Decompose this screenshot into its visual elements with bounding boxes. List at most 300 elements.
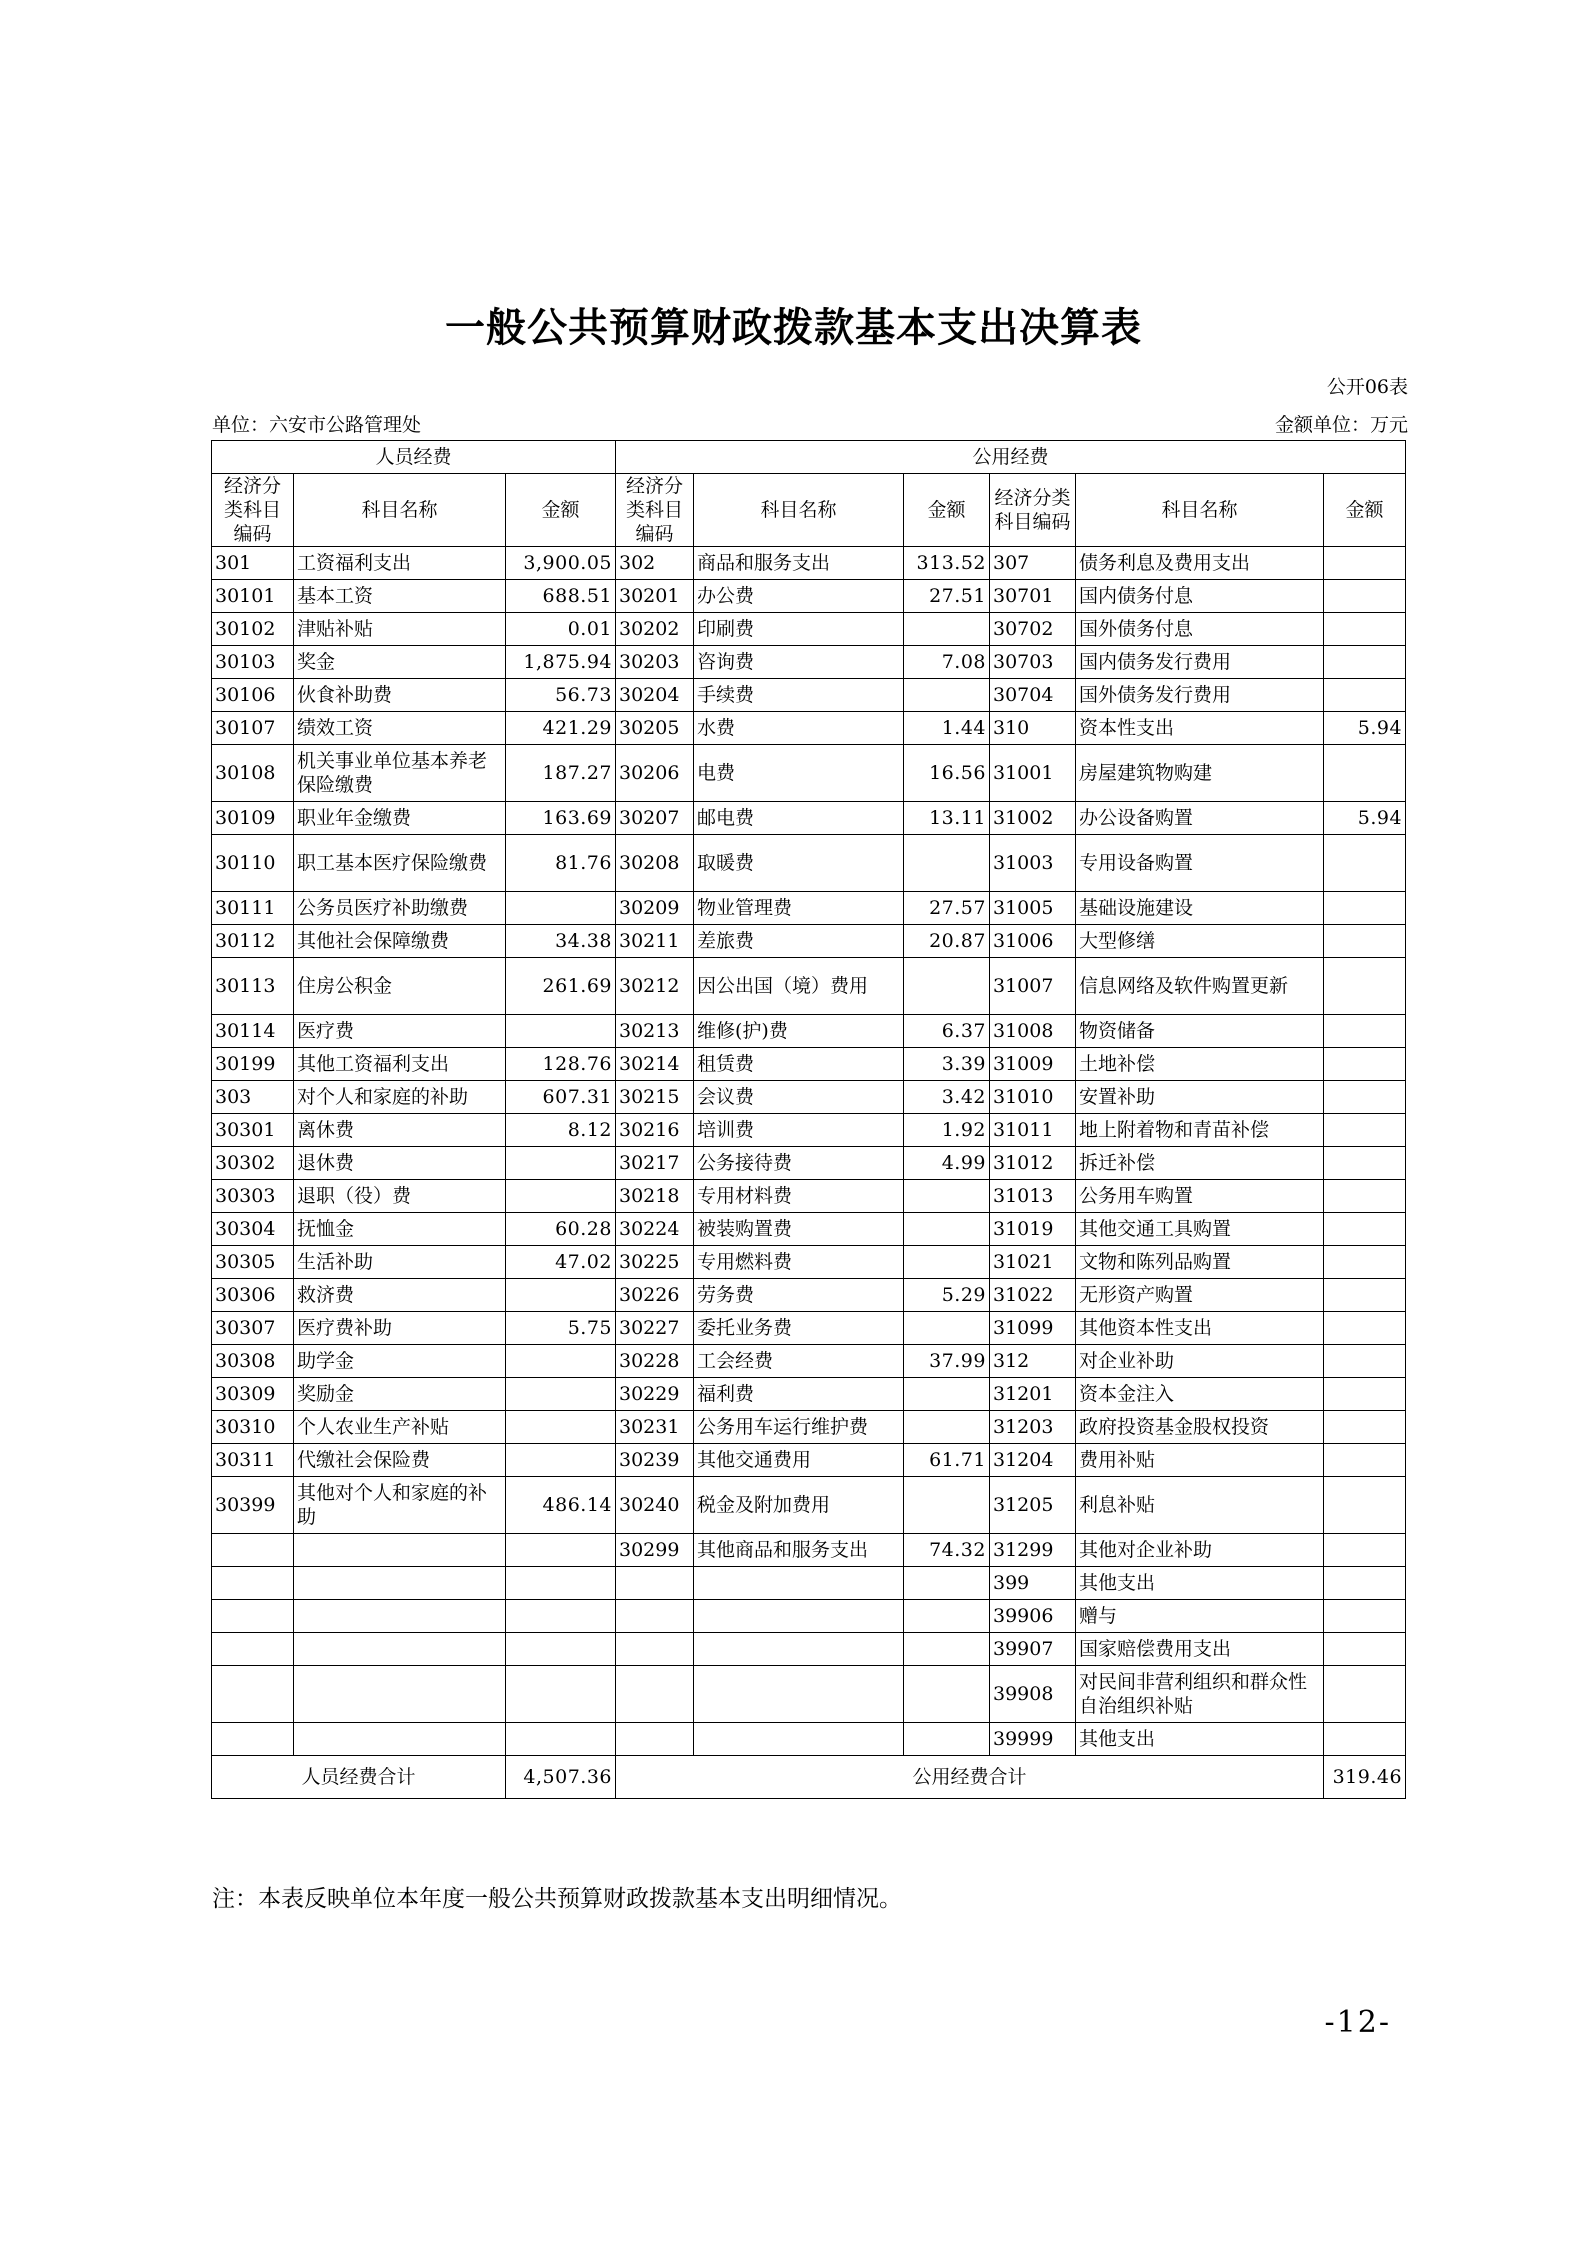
cell-amount: 47.02	[506, 1246, 616, 1279]
table-row	[212, 802, 1406, 835]
cell-name: 政府投资基金股权投资	[1076, 1411, 1324, 1444]
cell-name: 国内债务发行费用	[1076, 646, 1324, 679]
cell-code: 30302	[212, 1147, 294, 1180]
cell-amount	[1324, 1015, 1406, 1048]
cell-code: 30399	[212, 1477, 294, 1534]
cell-amount	[1324, 1633, 1406, 1666]
cell-amount: 61.71	[904, 1444, 990, 1477]
cell-code: 30109	[212, 802, 294, 835]
cell-amount	[904, 1246, 990, 1279]
cell-amount	[1324, 1180, 1406, 1213]
cell-code	[212, 1723, 294, 1756]
cell-code: 399	[990, 1567, 1076, 1600]
cell-name: 离休费	[294, 1114, 506, 1147]
cell-code: 30209	[616, 892, 694, 925]
cell-name: 职工基本医疗保险缴费	[294, 835, 506, 892]
cell-code: 30108	[212, 745, 294, 802]
cell-name: 公务接待费	[694, 1147, 904, 1180]
cell-code: 30214	[616, 1048, 694, 1081]
cell-name: 医疗费	[294, 1015, 506, 1048]
cell-name: 其他资本性支出	[1076, 1312, 1324, 1345]
personnel-total-label: 人员经费合计	[212, 1756, 506, 1799]
cell-code: 30305	[212, 1246, 294, 1279]
cell-amount	[506, 1279, 616, 1312]
table-row	[212, 1180, 1406, 1213]
cell-code: 30308	[212, 1345, 294, 1378]
cell-code: 30204	[616, 679, 694, 712]
cell-code: 30199	[212, 1048, 294, 1081]
table-row	[212, 1015, 1406, 1048]
cell-code: 31003	[990, 835, 1076, 892]
table-row	[212, 835, 1406, 892]
header-amount: 金额	[904, 474, 990, 547]
cell-amount: 6.37	[904, 1015, 990, 1048]
header-code: 经济分类科目编码	[990, 474, 1076, 547]
cell-amount	[1324, 679, 1406, 712]
cell-amount	[904, 1600, 990, 1633]
cell-code: 30310	[212, 1411, 294, 1444]
cell-name: 国外债务付息	[1076, 613, 1324, 646]
cell-amount: 3,900.05	[506, 547, 616, 580]
cell-name: 国家赔偿费用支出	[1076, 1633, 1324, 1666]
cell-name: 资本性支出	[1076, 712, 1324, 745]
cell-amount	[1324, 1147, 1406, 1180]
cell-code: 30211	[616, 925, 694, 958]
cell-amount: 5.75	[506, 1312, 616, 1345]
cell-name: 专用设备购置	[1076, 835, 1324, 892]
header-amount: 金额	[506, 474, 616, 547]
totals-row	[212, 1756, 1406, 1799]
cell-code: 30201	[616, 580, 694, 613]
cell-amount: 34.38	[506, 925, 616, 958]
cell-name: 物业管理费	[694, 892, 904, 925]
table-row	[212, 646, 1406, 679]
cell-code: 30203	[616, 646, 694, 679]
header-name: 科目名称	[1076, 474, 1324, 547]
cell-code: 30240	[616, 1477, 694, 1534]
cell-code: 31009	[990, 1048, 1076, 1081]
cell-name: 公务用车运行维护费	[694, 1411, 904, 1444]
cell-amount: 8.12	[506, 1114, 616, 1147]
cell-code: 312	[990, 1345, 1076, 1378]
cell-amount	[1324, 925, 1406, 958]
table-row	[212, 925, 1406, 958]
cell-amount	[506, 1567, 616, 1600]
cell-amount	[1324, 1411, 1406, 1444]
cell-name: 取暖费	[694, 835, 904, 892]
cell-name: 水费	[694, 712, 904, 745]
table-row	[212, 1534, 1406, 1567]
cell-name: 其他支出	[1076, 1723, 1324, 1756]
cell-name: 其他对个人和家庭的补助	[294, 1477, 506, 1534]
cell-name: 办公费	[694, 580, 904, 613]
cell-code: 30701	[990, 580, 1076, 613]
cell-name: 因公出国（境）费用	[694, 958, 904, 1015]
table-row	[212, 679, 1406, 712]
cell-amount: 0.01	[506, 613, 616, 646]
unit-label: 单位：六安市公路管理处	[212, 414, 422, 436]
header-name: 科目名称	[694, 474, 904, 547]
cell-name: 其他工资福利支出	[294, 1048, 506, 1081]
cell-code	[212, 1534, 294, 1567]
cell-code: 30112	[212, 925, 294, 958]
cell-amount	[1324, 613, 1406, 646]
cell-code: 30206	[616, 745, 694, 802]
cell-name	[694, 1666, 904, 1723]
cell-code: 30111	[212, 892, 294, 925]
table-note: 注：本表反映单位本年度一般公共预算财政拨款基本支出明细情况。	[212, 1886, 902, 1912]
cell-amount	[904, 1411, 990, 1444]
cell-code: 31006	[990, 925, 1076, 958]
table-row	[212, 580, 1406, 613]
cell-code: 301	[212, 547, 294, 580]
cell-amount	[904, 1312, 990, 1345]
cell-code: 307	[990, 547, 1076, 580]
cell-name: 地上附着物和青苗补偿	[1076, 1114, 1324, 1147]
cell-amount	[904, 1567, 990, 1600]
cell-amount: 688.51	[506, 580, 616, 613]
cell-code: 31005	[990, 892, 1076, 925]
cell-code: 30301	[212, 1114, 294, 1147]
cell-amount: 163.69	[506, 802, 616, 835]
cell-name: 大型修缮	[1076, 925, 1324, 958]
cell-amount	[1324, 835, 1406, 892]
cell-code: 30703	[990, 646, 1076, 679]
cell-name: 会议费	[694, 1081, 904, 1114]
table-row	[212, 958, 1406, 1015]
header-row-group	[212, 441, 1406, 474]
cell-code: 30101	[212, 580, 294, 613]
cell-name: 印刷费	[694, 613, 904, 646]
cell-amount: 27.57	[904, 892, 990, 925]
cell-code: 30102	[212, 613, 294, 646]
cell-name: 对个人和家庭的补助	[294, 1081, 506, 1114]
cell-name: 生活补助	[294, 1246, 506, 1279]
cell-name: 商品和服务支出	[694, 547, 904, 580]
cell-code: 30107	[212, 712, 294, 745]
cell-amount	[1324, 1600, 1406, 1633]
cell-code: 30202	[616, 613, 694, 646]
header-code: 经济分类科目编码	[616, 474, 694, 547]
cell-name	[294, 1567, 506, 1600]
cell-amount	[506, 1411, 616, 1444]
cell-code: 30217	[616, 1147, 694, 1180]
cell-name: 公务用车购置	[1076, 1180, 1324, 1213]
cell-amount: 5.29	[904, 1279, 990, 1312]
cell-code: 31203	[990, 1411, 1076, 1444]
cell-name: 其他社会保障缴费	[294, 925, 506, 958]
cell-code: 31204	[990, 1444, 1076, 1477]
cell-amount	[506, 1444, 616, 1477]
cell-amount: 5.94	[1324, 802, 1406, 835]
table-row	[212, 1312, 1406, 1345]
cell-amount: 128.76	[506, 1048, 616, 1081]
cell-amount	[1324, 1345, 1406, 1378]
cell-code: 30215	[616, 1081, 694, 1114]
cell-amount: 3.39	[904, 1048, 990, 1081]
cell-amount	[904, 1723, 990, 1756]
cell-code: 39999	[990, 1723, 1076, 1756]
cell-amount: 13.11	[904, 802, 990, 835]
cell-amount	[904, 1180, 990, 1213]
cell-amount: 27.51	[904, 580, 990, 613]
cell-name: 国外债务发行费用	[1076, 679, 1324, 712]
cell-name: 土地补偿	[1076, 1048, 1324, 1081]
cell-amount	[1324, 1114, 1406, 1147]
cell-amount	[904, 1633, 990, 1666]
cell-amount: 20.87	[904, 925, 990, 958]
cell-amount	[506, 1534, 616, 1567]
cell-amount	[904, 1477, 990, 1534]
table-row	[212, 1477, 1406, 1534]
table-row	[212, 1633, 1406, 1666]
cell-name: 其他交通费用	[694, 1444, 904, 1477]
cell-code: 30208	[616, 835, 694, 892]
cell-code: 30106	[212, 679, 294, 712]
cell-code: 30239	[616, 1444, 694, 1477]
cell-name: 代缴社会保险费	[294, 1444, 506, 1477]
cell-amount	[904, 1666, 990, 1723]
cell-amount	[1324, 1444, 1406, 1477]
cell-name: 无形资产购置	[1076, 1279, 1324, 1312]
cell-name: 职业年金缴费	[294, 802, 506, 835]
cell-code: 30205	[616, 712, 694, 745]
cell-amount	[1324, 1048, 1406, 1081]
cell-amount: 7.08	[904, 646, 990, 679]
cell-code: 31022	[990, 1279, 1076, 1312]
cell-amount	[506, 1723, 616, 1756]
cell-amount	[1324, 958, 1406, 1015]
table-row	[212, 1666, 1406, 1723]
money-unit-label: 金额单位：万元	[1274, 414, 1408, 436]
cell-name: 房屋建筑物购建	[1076, 745, 1324, 802]
cell-code: 31299	[990, 1534, 1076, 1567]
table-row	[212, 1411, 1406, 1444]
cell-name	[294, 1723, 506, 1756]
cell-amount	[506, 1180, 616, 1213]
header-amount: 金额	[1324, 474, 1406, 547]
table-row	[212, 712, 1406, 745]
header-code: 经济分类科目编码	[212, 474, 294, 547]
cell-name	[694, 1567, 904, 1600]
cell-name: 医疗费补助	[294, 1312, 506, 1345]
cell-name: 其他交通工具购置	[1076, 1213, 1324, 1246]
cell-name: 赠与	[1076, 1600, 1324, 1633]
cell-name	[294, 1600, 506, 1633]
header-personnel: 人员经费	[212, 441, 616, 474]
cell-name: 对企业补助	[1076, 1345, 1324, 1378]
cell-name	[294, 1633, 506, 1666]
cell-name: 伙食补助费	[294, 679, 506, 712]
cell-code	[212, 1633, 294, 1666]
cell-code: 30229	[616, 1378, 694, 1411]
header-public: 公用经费	[616, 441, 1406, 474]
header-row-columns	[212, 474, 1406, 547]
form-number: 公开06表	[1326, 376, 1408, 398]
cell-name: 津贴补贴	[294, 613, 506, 646]
cell-name: 邮电费	[694, 802, 904, 835]
cell-code: 31001	[990, 745, 1076, 802]
cell-name: 工资福利支出	[294, 547, 506, 580]
table-row	[212, 892, 1406, 925]
cell-code: 31205	[990, 1477, 1076, 1534]
table-row	[212, 1048, 1406, 1081]
cell-code: 30307	[212, 1312, 294, 1345]
cell-name: 债务利息及费用支出	[1076, 547, 1324, 580]
table-row	[212, 1246, 1406, 1279]
cell-name: 其他商品和服务支出	[694, 1534, 904, 1567]
cell-code: 39907	[990, 1633, 1076, 1666]
cell-name: 住房公积金	[294, 958, 506, 1015]
cell-name: 基础设施建设	[1076, 892, 1324, 925]
table-row	[212, 1378, 1406, 1411]
cell-name: 手续费	[694, 679, 904, 712]
cell-code: 302	[616, 547, 694, 580]
table-row	[212, 1147, 1406, 1180]
personnel-total-value: 4,507.36	[506, 1756, 616, 1799]
cell-amount: 5.94	[1324, 712, 1406, 745]
cell-amount	[1324, 892, 1406, 925]
cell-code: 30228	[616, 1345, 694, 1378]
cell-name: 税金及附加费用	[694, 1477, 904, 1534]
cell-name: 工会经费	[694, 1345, 904, 1378]
cell-amount: 16.56	[904, 745, 990, 802]
cell-name: 办公设备购置	[1076, 802, 1324, 835]
cell-code: 30110	[212, 835, 294, 892]
cell-amount	[904, 679, 990, 712]
cell-name: 国内债务付息	[1076, 580, 1324, 613]
cell-name: 物资储备	[1076, 1015, 1324, 1048]
cell-amount	[506, 892, 616, 925]
public-total-value: 319.46	[1324, 1756, 1406, 1799]
header-name: 科目名称	[294, 474, 506, 547]
cell-amount: 1,875.94	[506, 646, 616, 679]
cell-amount: 261.69	[506, 958, 616, 1015]
cell-code: 30212	[616, 958, 694, 1015]
cell-name: 差旅费	[694, 925, 904, 958]
cell-amount: 187.27	[506, 745, 616, 802]
cell-code: 30224	[616, 1213, 694, 1246]
cell-name: 维修(护)费	[694, 1015, 904, 1048]
cell-amount: 1.92	[904, 1114, 990, 1147]
cell-code: 30207	[616, 802, 694, 835]
cell-name: 公务员医疗补助缴费	[294, 892, 506, 925]
cell-code: 30113	[212, 958, 294, 1015]
cell-amount	[506, 1600, 616, 1633]
table-row	[212, 745, 1406, 802]
cell-code: 30103	[212, 646, 294, 679]
cell-name: 助学金	[294, 1345, 506, 1378]
cell-amount: 607.31	[506, 1081, 616, 1114]
cell-name: 对民间非营利组织和群众性自治组织补贴	[1076, 1666, 1324, 1723]
page-number: -12-	[1324, 2005, 1391, 2040]
cell-amount	[1324, 646, 1406, 679]
table-row	[212, 1081, 1406, 1114]
cell-name: 被装购置费	[694, 1213, 904, 1246]
table-row	[212, 1723, 1406, 1756]
cell-code: 31011	[990, 1114, 1076, 1147]
cell-name: 个人农业生产补贴	[294, 1411, 506, 1444]
cell-code: 31201	[990, 1378, 1076, 1411]
cell-name: 奖金	[294, 646, 506, 679]
table-row	[212, 1279, 1406, 1312]
cell-code: 30225	[616, 1246, 694, 1279]
cell-name: 拆迁补偿	[1076, 1147, 1324, 1180]
cell-name: 其他支出	[1076, 1567, 1324, 1600]
cell-code	[212, 1666, 294, 1723]
table-row	[212, 1345, 1406, 1378]
cell-amount	[1324, 1534, 1406, 1567]
cell-code: 30303	[212, 1180, 294, 1213]
cell-amount	[1324, 1378, 1406, 1411]
cell-code: 30306	[212, 1279, 294, 1312]
cell-amount	[904, 613, 990, 646]
cell-name: 机关事业单位基本养老保险缴费	[294, 745, 506, 802]
cell-name: 培训费	[694, 1114, 904, 1147]
cell-name: 退职（役）费	[294, 1180, 506, 1213]
cell-code: 31013	[990, 1180, 1076, 1213]
cell-name: 劳务费	[694, 1279, 904, 1312]
cell-code: 30216	[616, 1114, 694, 1147]
cell-name: 租赁费	[694, 1048, 904, 1081]
cell-name: 咨询费	[694, 646, 904, 679]
cell-amount	[1324, 1666, 1406, 1723]
cell-code: 30218	[616, 1180, 694, 1213]
cell-amount: 74.32	[904, 1534, 990, 1567]
cell-name: 绩效工资	[294, 712, 506, 745]
public-total-label: 公用经费合计	[616, 1756, 1324, 1799]
cell-name: 基本工资	[294, 580, 506, 613]
cell-code	[212, 1567, 294, 1600]
cell-name: 利息补贴	[1076, 1477, 1324, 1534]
cell-amount	[1324, 1567, 1406, 1600]
cell-code: 31008	[990, 1015, 1076, 1048]
cell-code: 31012	[990, 1147, 1076, 1180]
cell-amount	[506, 1666, 616, 1723]
cell-name: 救济费	[294, 1279, 506, 1312]
cell-code	[616, 1600, 694, 1633]
cell-amount	[1324, 1477, 1406, 1534]
cell-code: 31099	[990, 1312, 1076, 1345]
cell-code: 310	[990, 712, 1076, 745]
cell-amount	[1324, 1312, 1406, 1345]
cell-amount	[1324, 580, 1406, 613]
cell-code: 30704	[990, 679, 1076, 712]
cell-amount: 81.76	[506, 835, 616, 892]
table-row	[212, 547, 1406, 580]
cell-name	[294, 1666, 506, 1723]
page-title: 一般公共预算财政拨款基本支出决算表	[445, 305, 1142, 351]
cell-code: 31010	[990, 1081, 1076, 1114]
table-row	[212, 1600, 1406, 1633]
cell-code	[616, 1723, 694, 1756]
cell-amount: 37.99	[904, 1345, 990, 1378]
cell-code: 30114	[212, 1015, 294, 1048]
cell-amount	[1324, 547, 1406, 580]
table-row	[212, 1567, 1406, 1600]
cell-name: 退休费	[294, 1147, 506, 1180]
cell-amount	[1324, 1081, 1406, 1114]
cell-code: 31002	[990, 802, 1076, 835]
cell-amount: 421.29	[506, 712, 616, 745]
cell-name: 专用材料费	[694, 1180, 904, 1213]
table-row	[212, 1114, 1406, 1147]
cell-name: 费用补贴	[1076, 1444, 1324, 1477]
cell-name: 电费	[694, 745, 904, 802]
cell-name: 其他对企业补助	[1076, 1534, 1324, 1567]
expenditure-table	[211, 440, 1406, 1799]
cell-amount	[904, 1378, 990, 1411]
